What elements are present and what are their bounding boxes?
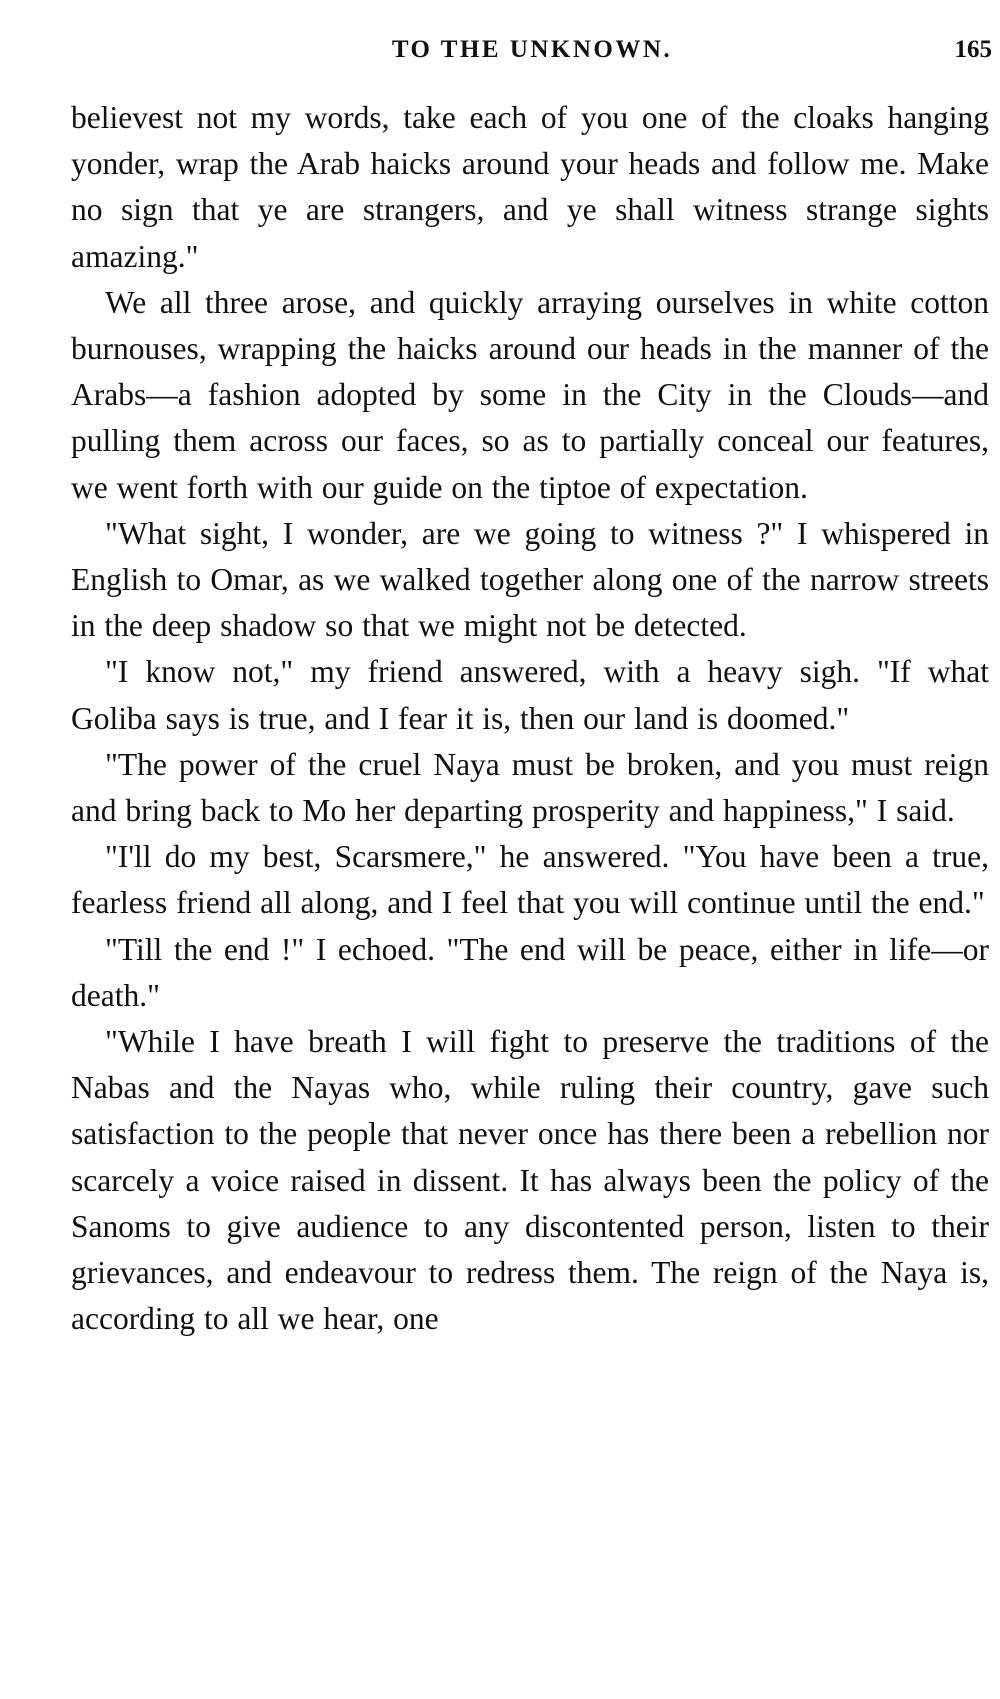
paragraph: We all three arose, and quickly arraying ourselves in white cotton burnouses, wrapping the haicks around our heads in the manner of the Arabs—a fashion adopted by some in the City in the Clouds—and pulling them across our faces, so as to partially conceal our features, we went forth with our guide on the tiptoe of expectation. [71, 284, 989, 505]
paragraph: "Till the end !" I echoed. "The end will be peace, either in life—or death." [71, 931, 989, 1013]
paragraph: "What sight, I wonder, are we going to witness ?" I whispered in English to Omar, as we walked together along one of the narrow streets in the deep shadow so that we might not be detected. [71, 515, 989, 644]
paragraph: "While I have breath I will fight to preserve the traditions of the Nabas and the Nayas who, while ruling their country, gave such satisfaction to the people that never once has there been a rebellion nor scarcely a voice raised in dissent. It has always been the policy of the Sanoms to give audience to any discontented person, listen to their grievances, and endeavour to redress them. The reign of the Naya is, according to all we hear, one [71, 1024, 989, 1337]
running-title: TO THE UNKNOWN. [391, 36, 673, 63]
page-number: 165 [954, 36, 992, 63]
paragraph: "The power of the cruel Naya must be broken, and you must reign and bring back to Mo her departing prosperity and happiness," I said. [71, 746, 989, 829]
page-header [72, 30, 992, 70]
paragraph: "I'll do my best, Scarsmere," he answered. "You have been a true, fearless friend all along, and I feel that you will continue until the end." [71, 839, 989, 921]
paragraph: "I know not," my friend answered, with a heavy sigh. "If what Goliba says is true, and I fear it is, then our land is doomed." [71, 654, 989, 736]
body-text [71, 95, 989, 1342]
paragraph: believest not my words, take each of you one of the cloaks hanging yonder, wrap the Arab haicks around your heads and follow me. Make no sign that ye are strangers, and ye shall witness strange sights amazing." [71, 100, 989, 274]
